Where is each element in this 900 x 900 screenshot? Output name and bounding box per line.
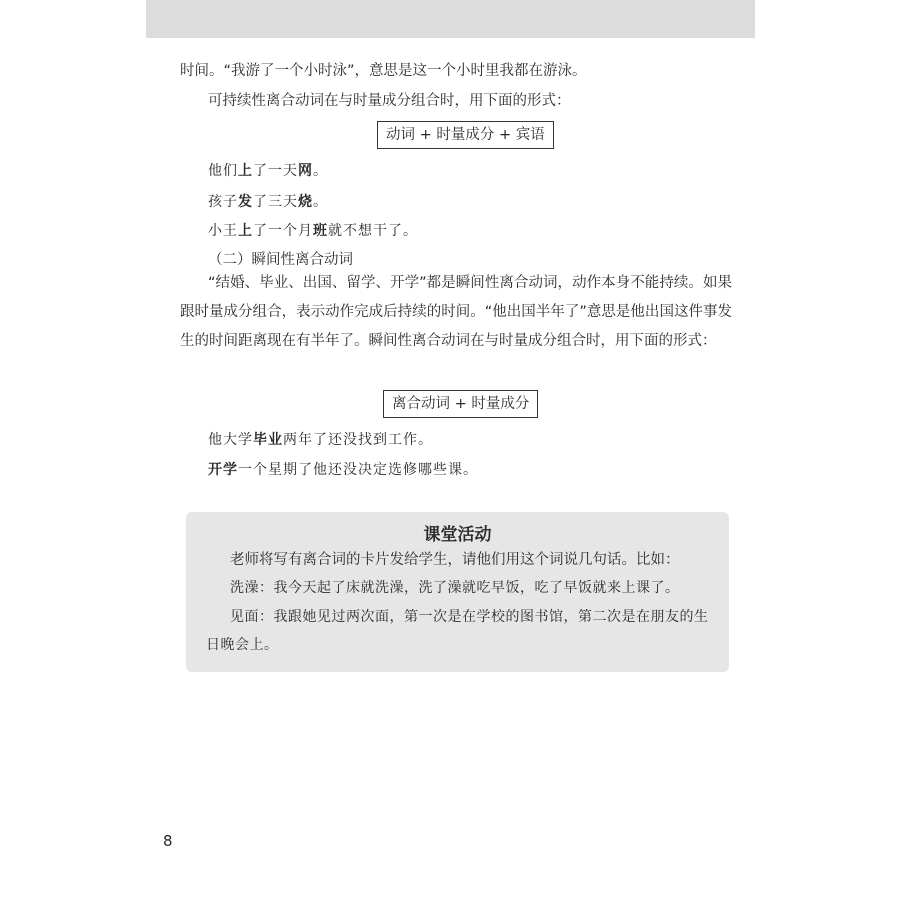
activity-instruction: 老师将写有离合词的卡片发给学生，请他们用这个词说几句话。比如： [230, 552, 680, 568]
classroom-activity-box [186, 512, 729, 672]
formula-box-continuous: 动词 + 时量成分 + 宾语 [377, 121, 554, 149]
example-sentence: 小王上了一个月班就不想干了。 [208, 223, 418, 239]
activity-example: 洗澡：我今天起了床就洗澡，洗了澡就吃早饭，吃了早饭就来上课了。 [230, 580, 680, 596]
example-sentence: 开学一个星期了他还没决定选修哪些课。 [208, 462, 478, 478]
formula-box-instant: 离合动词 + 时量成分 [383, 390, 538, 418]
activity-example: 见面：我跟她见过两次面，第一次是在学校的图书馆，第二次是在朋友的生日晚会上。 [206, 609, 709, 653]
example-sentence: 他们上了一天网。 [208, 163, 328, 179]
paragraph-instant-verbs: “结婚、毕业、出国、留学、开学”都是瞬间性离合动词，动作本身不能持续。如果跟时量成分组合，表示动作完成后持续的时间。“他出国半年了”意思是他出国这件事发生的时间距离现在有半年了。瞬间性离合动词在与时量成分组合时，用下面的形式： [180, 275, 732, 349]
paragraph-continuation: 时间。“我游了一个小时泳”，意思是这一个小时里我都在游泳。 [180, 63, 587, 79]
section-heading: （二）瞬间性离合动词 [208, 252, 353, 268]
example-sentence: 他大学毕业两年了还没找到工作。 [208, 432, 433, 448]
activity-title: 课堂活动 [423, 525, 492, 545]
paragraph-form-intro: 可持续性离合动词在与时量成分组合时，用下面的形式： [208, 93, 571, 109]
page-number: 8 [163, 832, 173, 850]
running-header-band [146, 0, 755, 38]
example-sentence: 孩子发了三天烧。 [208, 194, 328, 210]
